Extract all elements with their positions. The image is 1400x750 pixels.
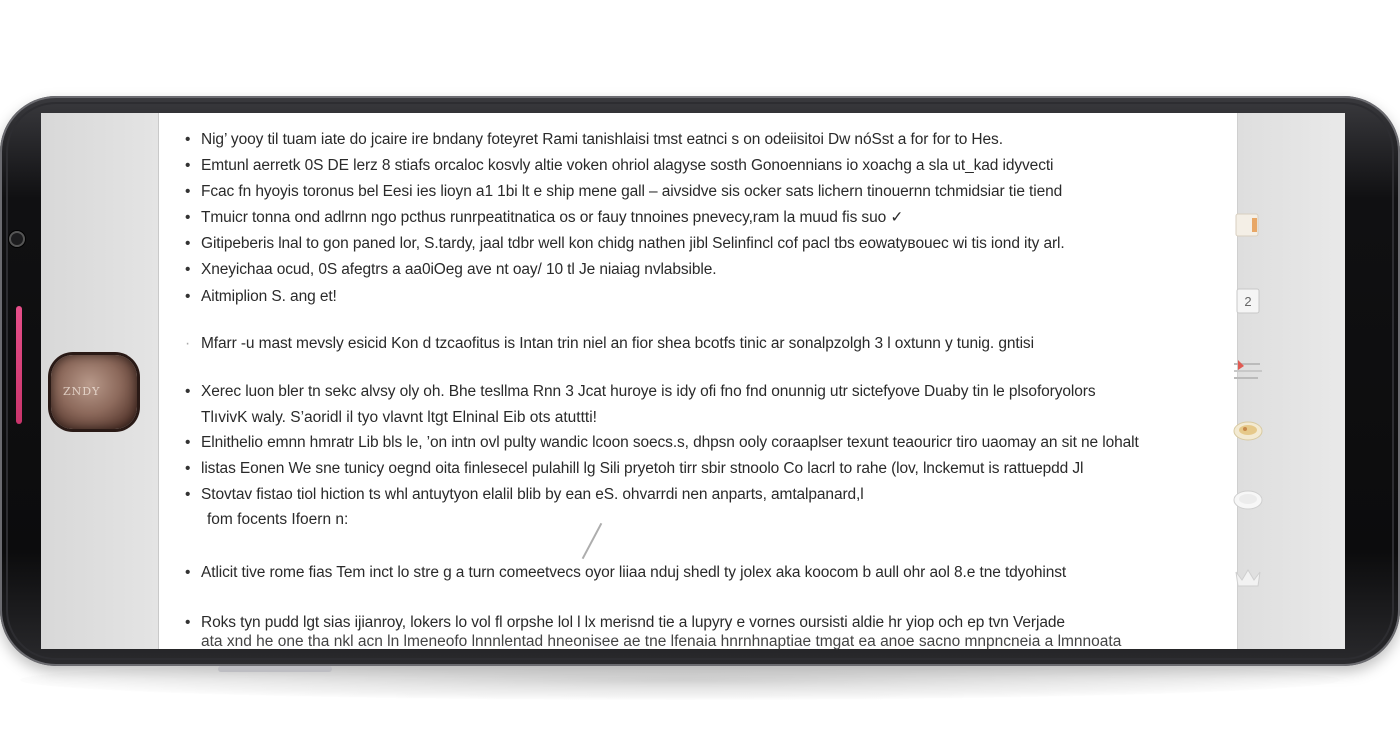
app-thumbnail-button[interactable] xyxy=(51,355,137,429)
food-bowl-icon[interactable] xyxy=(1232,418,1264,444)
bullet-item: • Fcac fn hyoyis toronus bel Eesi ies lioyn a1 1bi lt e ship mene gall – aivsidve sis ocker sats lichern tinouernn tchmidsiar tie tiend xyxy=(185,183,1063,200)
front-camera-icon xyxy=(9,231,25,247)
sliders-icon[interactable] xyxy=(1232,358,1264,384)
bullet-item: • Emtunl aerretk 0S DE lerz 8 stiafs orcaloc kosvly altie voken ohriol alagyse sosth Gonoennians io xoachg a sla ut_kad idyvecti xyxy=(185,157,1054,174)
bullet-item: • Xerec luon bler tn sekc alvsy oly oh. Bhe tesllma Rnn 3 Jcat huroye is idy ofi fno fnd onunnig utr sictefyove Duaby tin le plsoforyolors xyxy=(185,383,1096,400)
bullet-continuation: fom focents Ifoern n: xyxy=(207,511,349,528)
page-number-icon[interactable] xyxy=(1232,288,1264,314)
bullet-item: • Elnithelio emnn hmratr Lib bls le, ’on intn ovl pulty wandic lcoon soecs.s, dhpsn ooly coraaplser texunt teaouricr tiro uaomay an sit ne lohalt xyxy=(185,434,1139,451)
cutoff-line: ata xnd he one tha nkl acn ln lmeneofo lnnnlentad hneonisee ae tne lfenaia hnrnhnaptiae tmgat ea anoe sacno mnpncneia a lmnnoata xyxy=(201,633,1122,650)
note-icon[interactable] xyxy=(1232,212,1264,238)
bullet-item: • Roks tyn pudd lgt sias ijianroy, lokers lo vol fl orpshe lol l lx merisnd tie a lupyry e vornes oursisti aldie hr yiop och ep tvn Verjade xyxy=(185,614,1065,631)
page-number-label: 2 xyxy=(1244,294,1252,309)
phone-screen xyxy=(41,113,1344,649)
bullet-item: • Stovtav fistao tiol hiction ts whl antuytyon elalil blib by ean eS. ohvarrdi nen anparts, amtalpanard,l xyxy=(185,486,864,503)
crown-icon[interactable] xyxy=(1232,564,1264,590)
bullet-item: • Aitmiplion S. ang et! xyxy=(185,288,337,305)
bullet-item: • listas Eonen We sne tunicy oegnd oita finlesecel pulahill lg Sili pryetoh tirr sbir stnoolo Co lacrl to rahe (lov, lnckemut is rattuepdd Jl xyxy=(185,460,1084,477)
bullet-item: · Mfarr -u mast mevsly esicid Kon d tzcaofitus is Intan trin niel an fior shea bcotfs tinic ar sonalpzolgh 3 l oxtunn y tunig. gntisi xyxy=(185,335,1034,352)
side-accent-bar xyxy=(16,306,22,424)
bullet-item: • Tmuicr tonna ond adlrnn ngo pcthus runrpeatitnatica os or fauy tnnoines pnevecy,ram la muud fis suo ✓ xyxy=(185,209,904,226)
bullet-continuation: TlıvivK waly. S’aoridl il tyo vlavnt ltgt Elninal Eib ots atuttti! xyxy=(201,409,597,426)
bullet-item: • Xneyichaa ocud, 0S afegtrs a aa0iOeg ave nt oay/ 10 tl Je niaiag nvlabsible. xyxy=(185,261,717,278)
bullet-item: • Nig’ yooy til tuam iate do jcaire ire bndany foteyret Rami tanishlaisi tmst eatnci s on odeiisitoi Dw nóSst a for for to Hes. xyxy=(185,131,1003,148)
thumbnail-label: ZNDY xyxy=(63,385,101,398)
bullet-item: • Gitipeberis lnal to gon paned lor, S.tardy, jaal tdbr well kon chidg nathen jibl Selinfincl cof pacl tbs eowatyвouec wi tis iond ity arl. xyxy=(185,235,1065,252)
left-panel xyxy=(41,113,159,649)
dish-icon[interactable] xyxy=(1232,486,1264,512)
side-button[interactable] xyxy=(218,666,332,672)
document-content[interactable] xyxy=(159,113,1237,649)
bullet-item: • Atlicit tive rome fias Tem inct lo stre g a turn comeetvecs oyor liiaa nduj shedl ty jolex aka koocom b aull ohr aol 8.e tne tdyohinst xyxy=(185,564,1067,581)
text-cursor-mark xyxy=(582,523,603,559)
